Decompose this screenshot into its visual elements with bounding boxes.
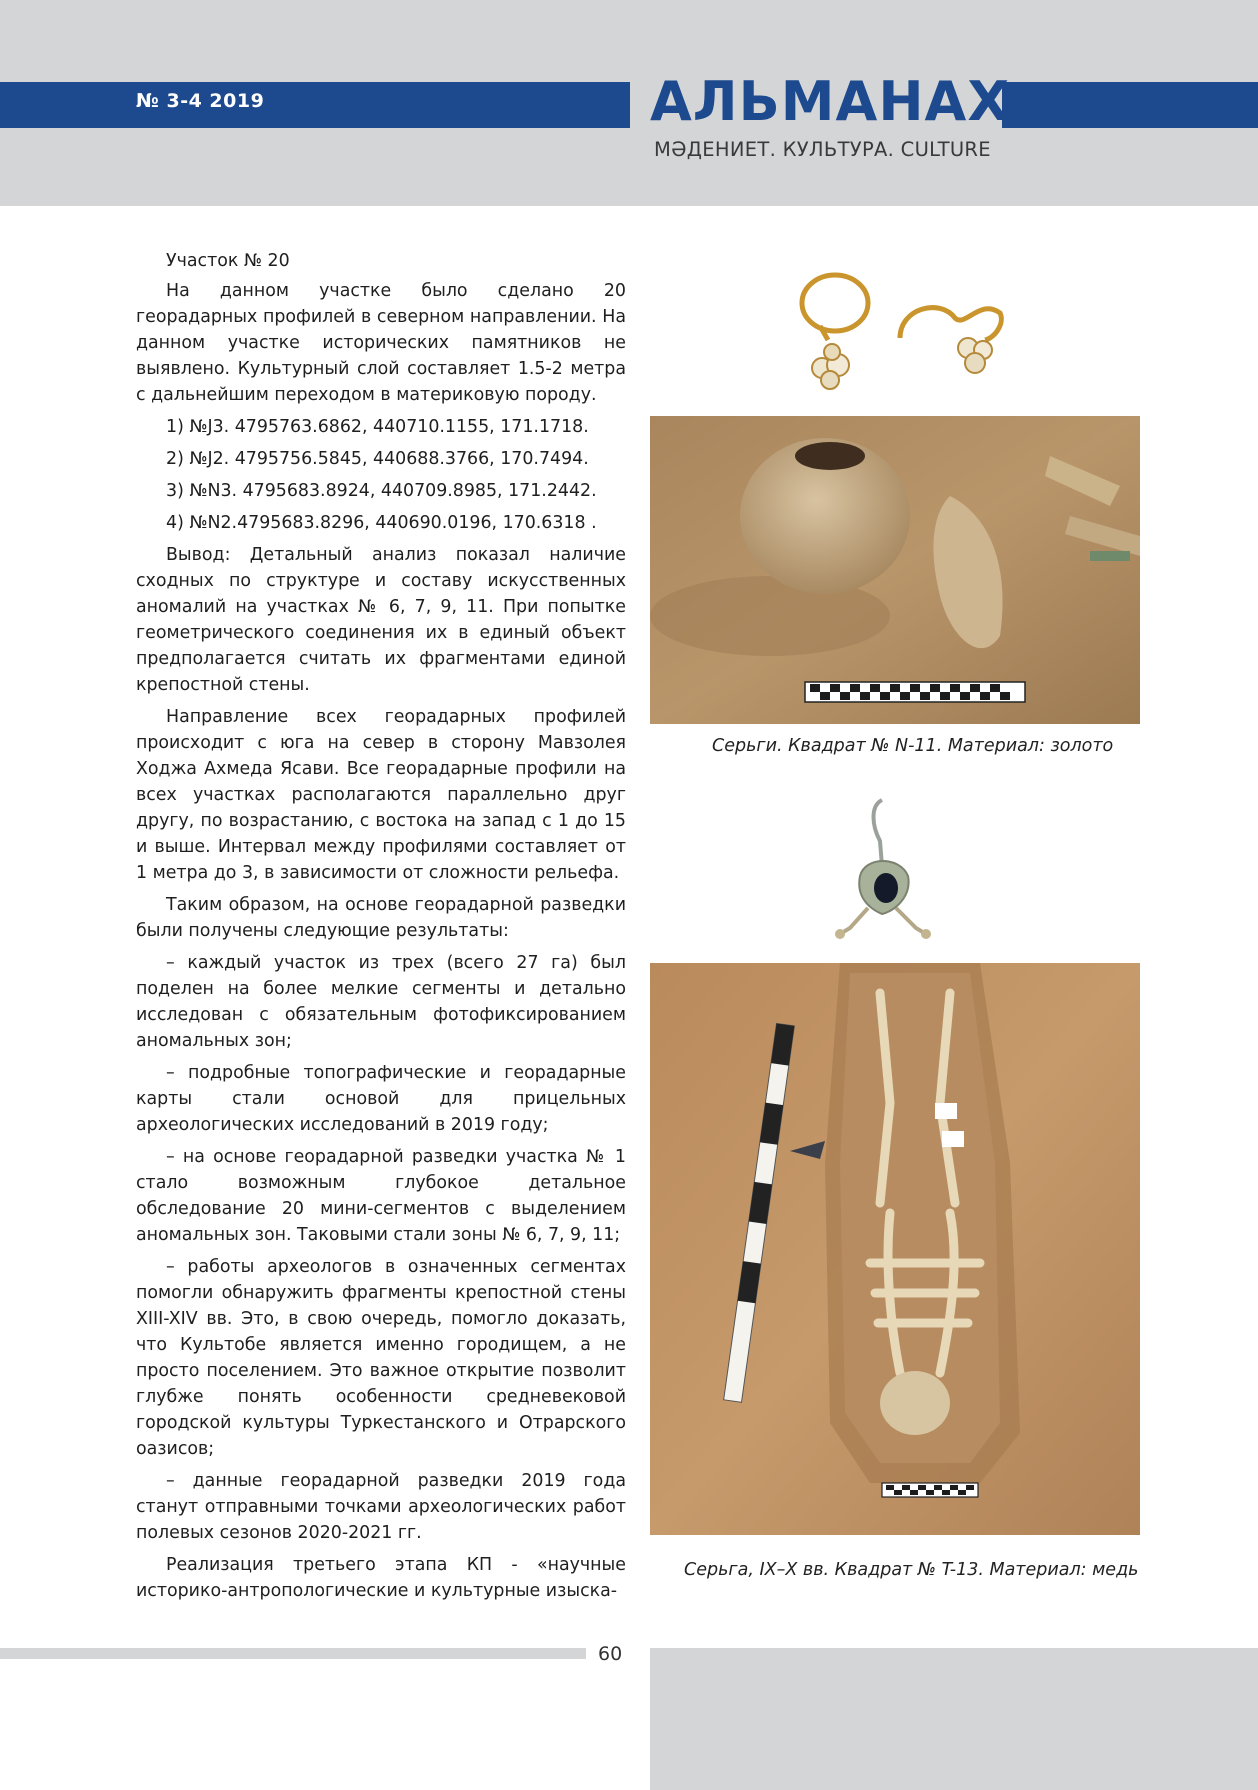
paragraph-last: Реализация третьего этапа КП - «научные историко-антропологические и культурные изыска- (136, 1555, 626, 1601)
page-number: 60 (598, 1643, 623, 1665)
coordinate-line: 1) №J3. 4795763.6862, 440710.1155, 171.1718. (166, 417, 589, 437)
scale-bar (805, 682, 1025, 702)
coordinate-line: 3) №N3. 4795683.8924, 440709.8985, 171.2442. (166, 481, 597, 501)
paragraph-site-20: На данном участке было сделано 20 георадарных профилей в северном направлении. На данном участке исторических памятников не выявлено. Культурный слой составляет 1.5-2 метра с дальнейшим переходом в материковую породу. (136, 281, 626, 405)
coordinate-line: 4) №N2.4795683.8296, 440690.0196, 170.6318 . (166, 513, 597, 533)
bullet-item: – данные георадарной разведки 2019 года станут отправными точками археологических работ полевых сезонов 2020-2021 гг. (136, 1471, 626, 1543)
bullet-item: – работы археологов в означенных сегментах помогли обнаружить фрагменты крепостной стены XIII-XIV вв. Это, в свою очередь, помогло доказать, что Культобе является именно городищем, а не просто поселением. Это важное открытие позволит глубже понять особенности средневековой городской культуры Туркестанского и Отрарского оазисов; (136, 1257, 626, 1459)
footer-block (650, 1648, 1258, 1790)
excavation-photo-burial (650, 963, 1140, 1535)
excavation-photo-skull (650, 416, 1140, 724)
paragraph-results: Таким образом, на основе георадарной разведки были получены следующие результаты: (136, 895, 626, 941)
bullet-item: – на основе георадарной разведки участка № 1 стало возможным глубокое детальное обследование 20 мини-сегментов с выделением аномальных зон. Таковыми стали зоны № 6, 7, 9, 11; (136, 1147, 626, 1245)
bullet-item: – каждый участок из трех (всего 27 га) был поделен на более мелкие сегменты и детально исследован с обязательным фотофиксированием аномальных зон; (136, 953, 626, 1051)
figure-caption: Серьги. Квадрат № N-11. Материал: золото (712, 736, 1114, 756)
section-heading: Участок № 20 (166, 251, 290, 271)
copper-earring-photo (820, 796, 950, 946)
article-text-column (136, 248, 626, 1610)
issue-number: № 3-4 2019 (136, 90, 265, 112)
header-band-left (0, 82, 630, 128)
journal-title: АЛЬМАНАХ (650, 70, 1010, 133)
paragraph-conclusion: Вывод: Детальный анализ показал наличие сходных по структуре и составу искусственных аномалий на участках № 6, 7, 9, 11. При попытке геометрического соединения их в единый объект предполагается считать их фрагментами единой крепостной стены. (136, 545, 626, 695)
coordinate-line: 2) №J2. 4795756.5845, 440688.3766, 170.7494. (166, 449, 589, 469)
paragraph-direction: Направление всех георадарных профилей происходит с юга на север в сторону Мавзолея Ходжа Ахмеда Ясави. Все георадарные профили на всех участках располагаются параллельно друг другу, по возрастанию, с востока на запад с 1 до 15 и выше. Интервал между профилями составляет от 1 метра до 3, в зависимости от сложности рельефа. (136, 707, 626, 883)
scale-bar (882, 1483, 978, 1497)
copper-earring-illustration (820, 796, 950, 946)
figure-caption: Серьга, IX–X вв. Квадрат № T-13. Материал: медь (684, 1560, 1139, 1580)
footer-rule (0, 1648, 586, 1659)
burial-excavation-illustration (650, 963, 1140, 1535)
gold-earrings-illustration (790, 268, 1010, 398)
gold-earrings-photo (790, 268, 1010, 398)
header-band-right (1002, 82, 1258, 128)
bullet-item: – подробные топографические и георадарные карты стали основой для прицельных археологических исследований в 2019 году; (136, 1063, 626, 1135)
journal-subtitle: МӘДЕНИЕТ. КУЛЬТУРА. CULTURE (654, 138, 991, 161)
skull-excavation-illustration (650, 416, 1140, 724)
